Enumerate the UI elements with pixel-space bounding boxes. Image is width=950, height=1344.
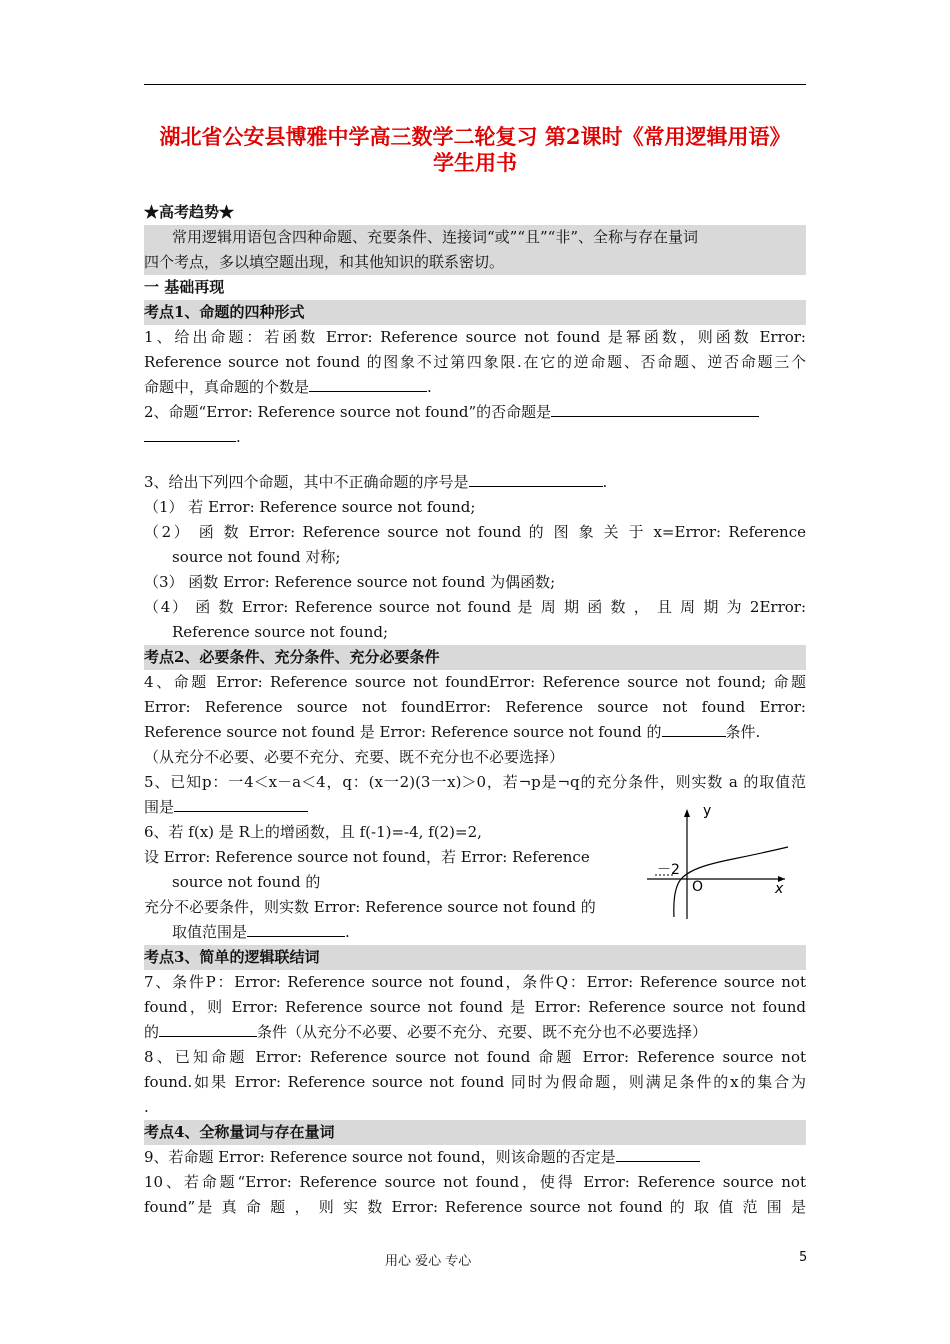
y-axis-label: y	[703, 803, 712, 819]
kaodian-1-heading: 考点1、命题的四种形式	[144, 300, 806, 325]
q4-line-1: 4、命题 Error: Reference source not foundError: Reference source not found; 命题	[144, 673, 806, 691]
q1-answer-blank[interactable]	[309, 375, 427, 392]
q1-line-1: 1、给出命题：若函数 Error: Reference source not found 是幂函数，则函数 Error:	[144, 328, 806, 346]
q7-line-3-head: 的	[144, 1023, 160, 1041]
q7-line-2: found，则 Error: Reference source not found 是 Error: Reference source not found	[144, 998, 806, 1016]
q8-line-3: .	[144, 1098, 149, 1116]
title-line-2: 学生用书	[433, 150, 517, 175]
q4-line-3-text: Reference source not found 是 Error: Reference source not found 的	[144, 723, 662, 741]
q1-line-3: 命题中，真命题的个数是 .	[144, 375, 806, 400]
footer-text: 用心 爱心 专心	[385, 1254, 472, 1269]
q7-line-1: 7、条件P：Error: Reference source not found，条件Q：Error: Reference source not	[144, 973, 806, 991]
x-axis-label: x	[775, 881, 784, 897]
q1-line-2: Reference source not found 的图象不过第四象限.在它的逆命题、否命题、逆否命题三个	[144, 353, 806, 371]
q2-line-1	[144, 400, 806, 425]
q9-answer-blank[interactable]	[616, 1145, 700, 1162]
trend-text-2: 四个考点，多以填空题出现，和其他知识的联系密切。	[144, 250, 806, 275]
q9-line-1	[144, 1145, 806, 1170]
q4-line-3	[144, 720, 806, 745]
q5-answer-blank[interactable]	[174, 795, 308, 812]
q2-line-2: .	[144, 425, 806, 470]
q3-item-2b: source not found 对称;	[172, 548, 341, 566]
q3-answer-blank[interactable]	[469, 470, 603, 487]
q8-line-2: found.如果 Error: Reference source not found 同时为假命题，则满足条件的x的集合为	[144, 1073, 806, 1091]
q4-answer-blank[interactable]	[662, 720, 726, 737]
function-curve	[674, 847, 788, 917]
q5-line-1: 5、已知p：一4＜x－a＜4，q：(x一2)(3一x)＞0，若¬p是¬q的充分条件，则实数 a 的取值范	[144, 773, 806, 791]
trend-text-1: 常用逻辑用语包含四种命题、充要条件、连接词“或”“且”“非”、全称与存在量词	[144, 225, 806, 250]
q6-line-5-text: 取值范围是	[172, 923, 248, 941]
q2-answer-blank-a[interactable]	[551, 400, 759, 417]
q7-answer-blank[interactable]	[159, 1020, 257, 1037]
q9-line-1-text: 9、若命题 Error: Reference source not found，则该命题的否定是	[144, 1148, 616, 1166]
q6-answer-blank[interactable]	[247, 920, 345, 937]
q2-line-1-text: 2、命题“Error: Reference source not found”的否命题是	[144, 403, 552, 421]
q6-line-4: 充分不必要条件，则实数 Error: Reference source not found 的	[144, 898, 596, 916]
q4-line-3-tail: 条件.	[725, 723, 761, 741]
q6-line-2: 设 Error: Reference source not found，若 Error: Reference	[144, 848, 590, 866]
q7-line-3-tail: 条件（从充分不必要、必要不充分、充要、既不充分也不必要选择）	[257, 1023, 708, 1041]
q3-item-3: （3） 函数 Error: Reference source not found 为偶函数;	[144, 573, 556, 591]
q6-line-1: 6、若 f(x) 是 R上的增函数，且 f(-1)=-4, f(2)=2,	[144, 823, 482, 841]
title-line-1: 湖北省公安县博雅中学高三数学二轮复习 第2课时《常用逻辑用语》	[159, 124, 791, 149]
q2-answer-blank-b[interactable]	[144, 425, 236, 442]
mark-label: －2	[657, 862, 680, 878]
function-graph	[643, 797, 793, 921]
q1-line-3-text: 命题中，真命题的个数是	[144, 378, 310, 396]
page-number: 5	[799, 1250, 808, 1265]
document-body	[144, 200, 806, 1220]
kaodian-3-heading: 考点3、简单的逻辑联结词	[144, 945, 806, 970]
q4-line-2: Error: Reference source not foundError: Reference source not found Error:	[144, 698, 806, 716]
kaodian-4-heading: 考点4、全称量词与存在量词	[144, 1120, 806, 1145]
origin-label: O	[692, 879, 704, 895]
q3-item-1: （1） 若 Error: Reference source not found;	[144, 498, 476, 516]
q4-line-4: （从充分不必要、必要不充分、充要、既不充分也不必要选择）	[144, 748, 565, 766]
q5-line-2-text: 围是	[144, 798, 175, 816]
q3-item-4a: （4） 函 数 Error: Reference source not found 是 周 期 函 数 ， 且 周 期 为 2Error:	[144, 598, 806, 616]
q8-line-1: 8、已知命题 Error: Reference source not found 命题 Error: Reference source not	[144, 1048, 806, 1066]
q6-line-3: source not found 的	[172, 873, 321, 891]
q7-line-3	[144, 1020, 806, 1045]
q3-item-4b: Reference source not found;	[172, 623, 389, 641]
trend-heading: ★高考趋势★	[144, 203, 235, 221]
q3-line-1-text: 3、给出下列四个命题，其中不正确命题的序号是	[144, 473, 469, 491]
page-title	[144, 124, 806, 176]
kaodian-2-heading: 考点2、必要条件、充分条件、充分必要条件	[144, 645, 806, 670]
top-rule	[144, 84, 806, 85]
q10-line-1: 10、若命题“Error: Reference source not found，使得 Error: Reference source not	[144, 1173, 806, 1191]
y-axis-arrow	[684, 809, 690, 817]
q3-item-2a: （2） 函 数 Error: Reference source not found 的 图 象 关 于 x=Error: Reference	[144, 523, 806, 541]
section-heading: 一 基础再现	[144, 278, 225, 296]
q10-line-2: found”是 真 命 题 ， 则 实 数 Error: Reference source not found 的 取 值 范 围 是	[144, 1198, 806, 1216]
q6-line-5: 取值范围是 .	[144, 920, 634, 945]
q3-line-1: 3、给出下列四个命题，其中不正确命题的序号是 .	[144, 470, 806, 495]
